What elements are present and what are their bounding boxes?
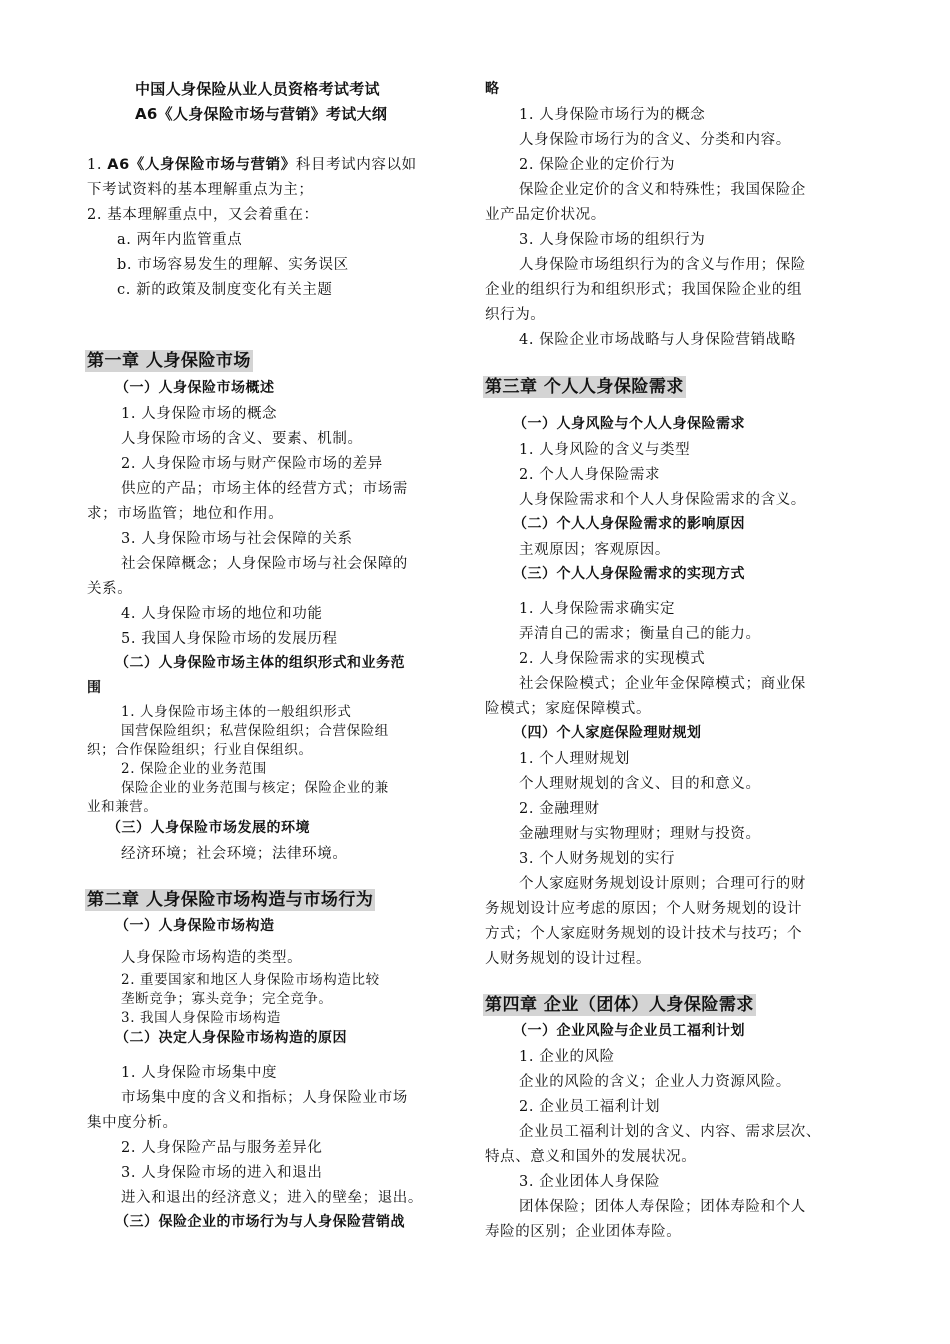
chapter-1-title: 第一章 人身保险市场 — [87, 351, 251, 371]
chapter-2-title: 第二章 人身保险市场构造与市场行为 — [87, 890, 374, 910]
intro-item-1 — [87, 153, 452, 174]
ch4-line: 2. 企业员工福利计划 — [519, 1099, 661, 1115]
ch3-line: 2. 个人人身保险需求 — [519, 467, 661, 483]
ch1-line: 保险企业的业务范围与核定；保险企业的兼 — [121, 780, 389, 796]
ch4-line: 团体保险；团体人寿保险；团体寿险和个人 — [519, 1199, 806, 1215]
doc-title-line1: 中国人身保险从业人员资格考试考试 — [135, 80, 380, 98]
ch1-line: 人身保险市场的含义、要素、机制。 — [121, 431, 363, 447]
ch2-line: 人身保险市场构造的类型。 — [121, 950, 303, 966]
ch2-line: 业产品定价状况。 — [485, 207, 606, 223]
intro-point-c: c. 新的政策及制度变化有关主题 — [117, 282, 333, 298]
ch2-line: 1. 人身保险市场行为的概念 — [519, 107, 706, 123]
ch3-line: 2. 金融理财 — [519, 801, 600, 817]
ch2-line: 2. 重要国家和地区人身保险市场构造比较 — [121, 972, 380, 988]
ch4-line: 1. 企业的风险 — [519, 1049, 615, 1065]
ch4-line: 寿险的区别；企业团体寿险。 — [485, 1224, 682, 1240]
intro-point-b: b. 市场容易发生的理解、实务误区 — [117, 257, 349, 273]
ch3-line: 个人理财规划的含义、目的和意义。 — [519, 776, 761, 792]
ch2-line: 4. 保险企业市场战略与人身保险营销战略 — [519, 332, 796, 348]
ch4-line: 3. 企业团体人身保险 — [519, 1174, 661, 1190]
ch1-line: 1. 人身保险市场的概念 — [121, 406, 278, 422]
ch2-line: 2. 保险企业的定价行为 — [519, 157, 676, 173]
ch3-line: 2. 人身保险需求的实现模式 — [519, 651, 706, 667]
ch1-section-2: （二）人身保险市场主体的组织形式和业务范 — [115, 655, 405, 671]
ch3-line: 务规划设计应考虑的原因；个人财务规划的设计 — [485, 901, 803, 917]
ch3-line: 1. 人身风险的含义与类型 — [519, 442, 691, 458]
ch3-line: 个人家庭财务规划设计原则；合理可行的财 — [519, 876, 806, 892]
chapter-3-title: 第三章 个人人身保险需求 — [485, 377, 684, 397]
ch2-line: 2. 人身保险产品与服务差异化 — [121, 1140, 323, 1156]
ch2-line: 进入和退出的经济意义；进入的壁垒；退出。 — [121, 1190, 423, 1206]
ch3-line: 社会保险模式；企业年金保障模式；商业保 — [519, 676, 806, 692]
ch1-line: 经济环境；社会环境；法律环境。 — [121, 846, 348, 862]
intro-item-2: 2. 基本理解重点中，又会着重在： — [87, 207, 319, 223]
ch2-line: 集中度分析。 — [87, 1115, 178, 1131]
ch1-line: 2. 人身保险市场与财产保险市场的差异 — [121, 456, 383, 472]
ch2-line: 人身保险市场组织行为的含义与作用；保险 — [519, 257, 806, 273]
ch2-line: 3. 人身保险市场的进入和退出 — [121, 1165, 323, 1181]
intro-point-a: a. 两年内监管重点 — [117, 232, 243, 248]
ch3-line: 金融理财与实物理财；理财与投资。 — [519, 826, 761, 842]
ch3-line: 1. 人身保险需求确实定 — [519, 601, 676, 617]
ch2-section-1: （一）人身保险市场构造 — [115, 918, 275, 934]
ch2-line: 1. 人身保险市场集中度 — [121, 1065, 278, 1081]
ch1-line: 2. 保险企业的业务范围 — [121, 761, 267, 777]
ch3-line: 主观原因；客观原因。 — [519, 542, 670, 558]
ch1-section-2-cont: 围 — [87, 680, 102, 696]
ch3-line: 险模式；家庭保障模式。 — [485, 701, 652, 717]
ch2-line: 人身保险市场行为的含义、分类和内容。 — [519, 132, 791, 148]
ch1-section-1: （一）人身保险市场概述 — [115, 380, 275, 396]
ch1-line: 3. 人身保险市场与社会保障的关系 — [121, 531, 353, 547]
ch3-section-3: （三）个人人身保险需求的实现方式 — [513, 566, 745, 582]
ch3-line: 方式；个人家庭财务规划的设计技术与技巧；个 — [485, 926, 803, 942]
ch3-line: 弄清自己的需求；衡量自己的能力。 — [519, 626, 761, 642]
intro-item-1-subject: A6《人身保险市场与营销》 — [107, 157, 296, 173]
ch3-line: 3. 个人财务规划的实行 — [519, 851, 676, 867]
ch4-line: 特点、意义和国外的发展状况。 — [485, 1149, 697, 1165]
ch2-line: 3. 我国人身保险市场构造 — [121, 1010, 281, 1026]
ch1-line: 业和兼营。 — [87, 799, 158, 815]
ch1-line: 1. 人身保险市场主体的一般组织形式 — [121, 704, 352, 720]
chapter-4-title: 第四章 企业（团体）人身保险需求 — [485, 995, 754, 1015]
intro-item-1-text: 科目考试内容以如 — [295, 157, 417, 173]
ch2-line: 市场集中度的含义和指标；人身保险业市场 — [121, 1090, 408, 1106]
ch2-line: 保险企业定价的含义和特殊性；我国保险企 — [519, 182, 806, 198]
ch2-line: 织行为。 — [485, 307, 546, 323]
ch1-line: 求；市场监管；地位和作用。 — [87, 506, 284, 522]
ch3-line: 人身保险需求和个人人身保险需求的含义。 — [519, 492, 806, 508]
ch2-section-3-cont: 略 — [485, 81, 500, 97]
ch1-line: 社会保障概念；人身保险市场与社会保障的 — [121, 556, 408, 572]
intro-item-1-cont: 下考试资料的基本理解重点为主； — [87, 182, 314, 198]
ch1-line: 4. 人身保险市场的地位和功能 — [121, 606, 323, 622]
ch2-line: 垄断竞争；寡头竞争；完全竞争。 — [121, 991, 333, 1007]
ch3-line: 人财务规划的设计过程。 — [485, 951, 652, 967]
ch1-line: 关系。 — [87, 581, 133, 597]
doc-title-line2: A6《人身保险市场与营销》考试大纲 — [135, 105, 388, 123]
ch3-section-4: （四）个人家庭保险理财规划 — [513, 725, 702, 741]
ch3-section-1: （一）人身风险与个人人身保险需求 — [513, 416, 745, 432]
ch2-section-2: （二）决定人身保险市场构造的原因 — [115, 1030, 347, 1046]
ch2-line: 企业的组织行为和组织形式；我国保险企业的组 — [485, 282, 803, 298]
ch1-line: 国营保险组织；私营保险组织；合营保险组 — [121, 723, 389, 739]
ch3-section-2: （二）个人人身保险需求的影响原因 — [513, 516, 745, 532]
ch1-section-3: （三）人身保险市场发展的环境 — [107, 820, 310, 836]
ch2-section-3: （三）保险企业的市场行为与人身保险营销战 — [115, 1214, 405, 1230]
ch4-line: 企业员工福利计划的含义、内容、需求层次、 — [519, 1124, 821, 1140]
intro-item-1-number: 1. — [87, 157, 108, 173]
ch4-line: 企业的风险的含义；企业人力资源风险。 — [519, 1074, 791, 1090]
ch3-line: 1. 个人理财规划 — [519, 751, 630, 767]
ch4-section-1: （一）企业风险与企业员工福利计划 — [513, 1023, 745, 1039]
ch1-line: 供应的产品；市场主体的经营方式；市场需 — [121, 481, 408, 497]
ch1-line: 织；合作保险组织；行业自保组织。 — [87, 742, 313, 758]
ch2-line: 3. 人身保险市场的组织行为 — [519, 232, 706, 248]
ch1-line: 5. 我国人身保险市场的发展历程 — [121, 631, 338, 647]
